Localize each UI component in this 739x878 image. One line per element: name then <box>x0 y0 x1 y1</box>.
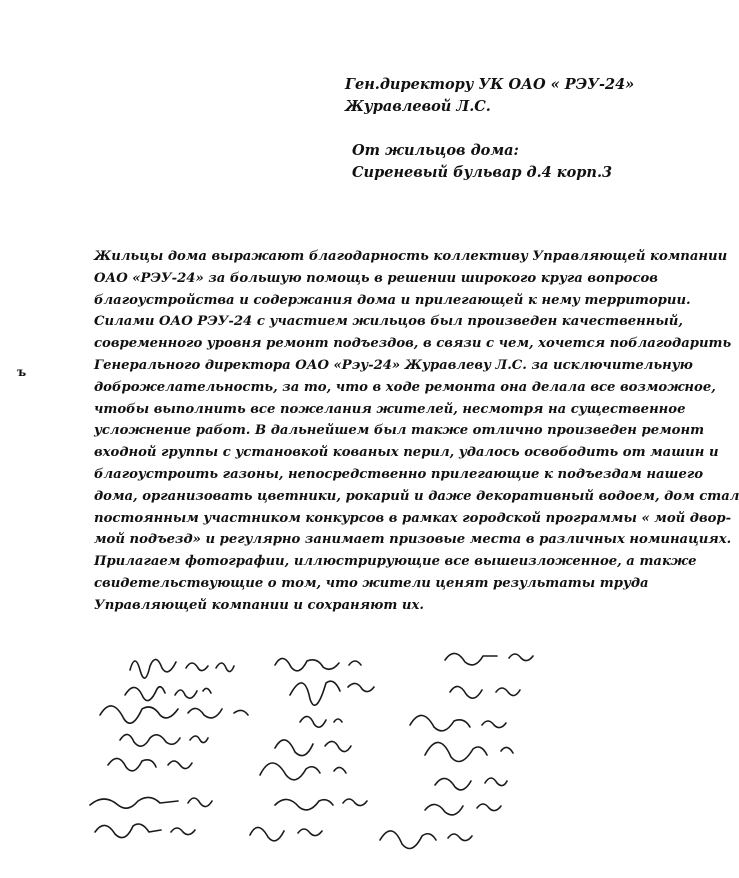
body-line: свидетельствующие о том, что жители ценят результаты труда <box>94 575 649 591</box>
signature-scribble <box>450 686 520 698</box>
signature-scribble <box>120 734 208 746</box>
body-line: Генерального директора ОАО «Рэу-24» Журавлеву Л.С. за исключительную <box>94 357 693 373</box>
signature-scribble <box>275 799 367 810</box>
body-line: Силами ОАО РЭУ-24 с участием жильцов был произведен качественный, <box>94 314 683 330</box>
signature-scribble <box>380 831 472 849</box>
signature-scribble <box>125 687 211 701</box>
body-line: Прилагаем фотографии, иллюстрирующие все вышеизложенное, а также <box>94 554 697 570</box>
addressee-name: Журавлевой Л.С. <box>345 98 491 115</box>
addressee-title: Ген.директору УК ОАО « РЭУ-24» <box>345 76 635 93</box>
signature-scribble <box>275 658 361 670</box>
signature-scribble <box>90 797 212 808</box>
signature-scribble <box>95 824 195 838</box>
body-line: современного уровня ремонт подъездов, в связи с чем, хочется поблагодарить <box>94 336 732 352</box>
signatures-area <box>90 640 590 870</box>
signature-scribble <box>250 827 322 840</box>
signature-scribble <box>300 716 342 727</box>
letter-body <box>94 246 739 617</box>
signature-scribble <box>260 763 346 780</box>
signature-scribble <box>290 681 374 705</box>
body-line: входной группы с установкой кованых перил, удалось освободить от машин и <box>94 445 719 461</box>
body-line: чтобы выполнить все пожелания жителей, несмотря на существенное <box>94 401 686 417</box>
body-line: Управляющей компании и сохраняют их. <box>94 597 424 613</box>
sender-heading: От жильцов дома: <box>352 142 519 159</box>
signature-scribble <box>445 653 533 664</box>
signature-scribble <box>435 778 507 790</box>
signature-scribble <box>275 740 351 756</box>
body-line: ОАО «РЭУ-24» за большую помощь в решении широкого круга вопросов <box>94 270 658 286</box>
signature-scribble <box>410 715 506 730</box>
body-line: постоянным участником конкурсов в рамках городской программы « мой двор- <box>94 510 732 526</box>
addressee-block <box>345 74 635 118</box>
signature-scribble <box>130 659 234 678</box>
body-line: Жильцы дома выражают благодарность коллективу Управляющей компании <box>94 249 728 264</box>
signature-scribble <box>100 706 248 723</box>
body-line: благоустроить газоны, непосредственно прилегающие к подъездам нашего <box>94 466 704 482</box>
signature-scribble <box>425 804 501 815</box>
body-line: благоустройства и содержания дома и прилегающей к нему территории. <box>94 292 691 308</box>
sender-address: Сиреневый бульвар д.4 корп.3 <box>352 164 613 181</box>
signature-scribble <box>108 758 192 770</box>
sender-block <box>352 140 632 184</box>
body-line: доброжелательность, за то, что в ходе ремонта она делала все возможное, <box>94 379 716 395</box>
body-line: мой подъезд» и регулярно занимает призовые места в различных номинациях. <box>94 532 732 548</box>
body-line: усложнение работ. В дальнейшем был также отлично произведен ремонт <box>94 423 705 439</box>
signature-scribble <box>425 742 513 761</box>
stray-mark: ъ <box>17 365 27 379</box>
body-line: дома, организовать цветники, рокарий и даже декоративный водоем, дом стал <box>94 488 739 504</box>
